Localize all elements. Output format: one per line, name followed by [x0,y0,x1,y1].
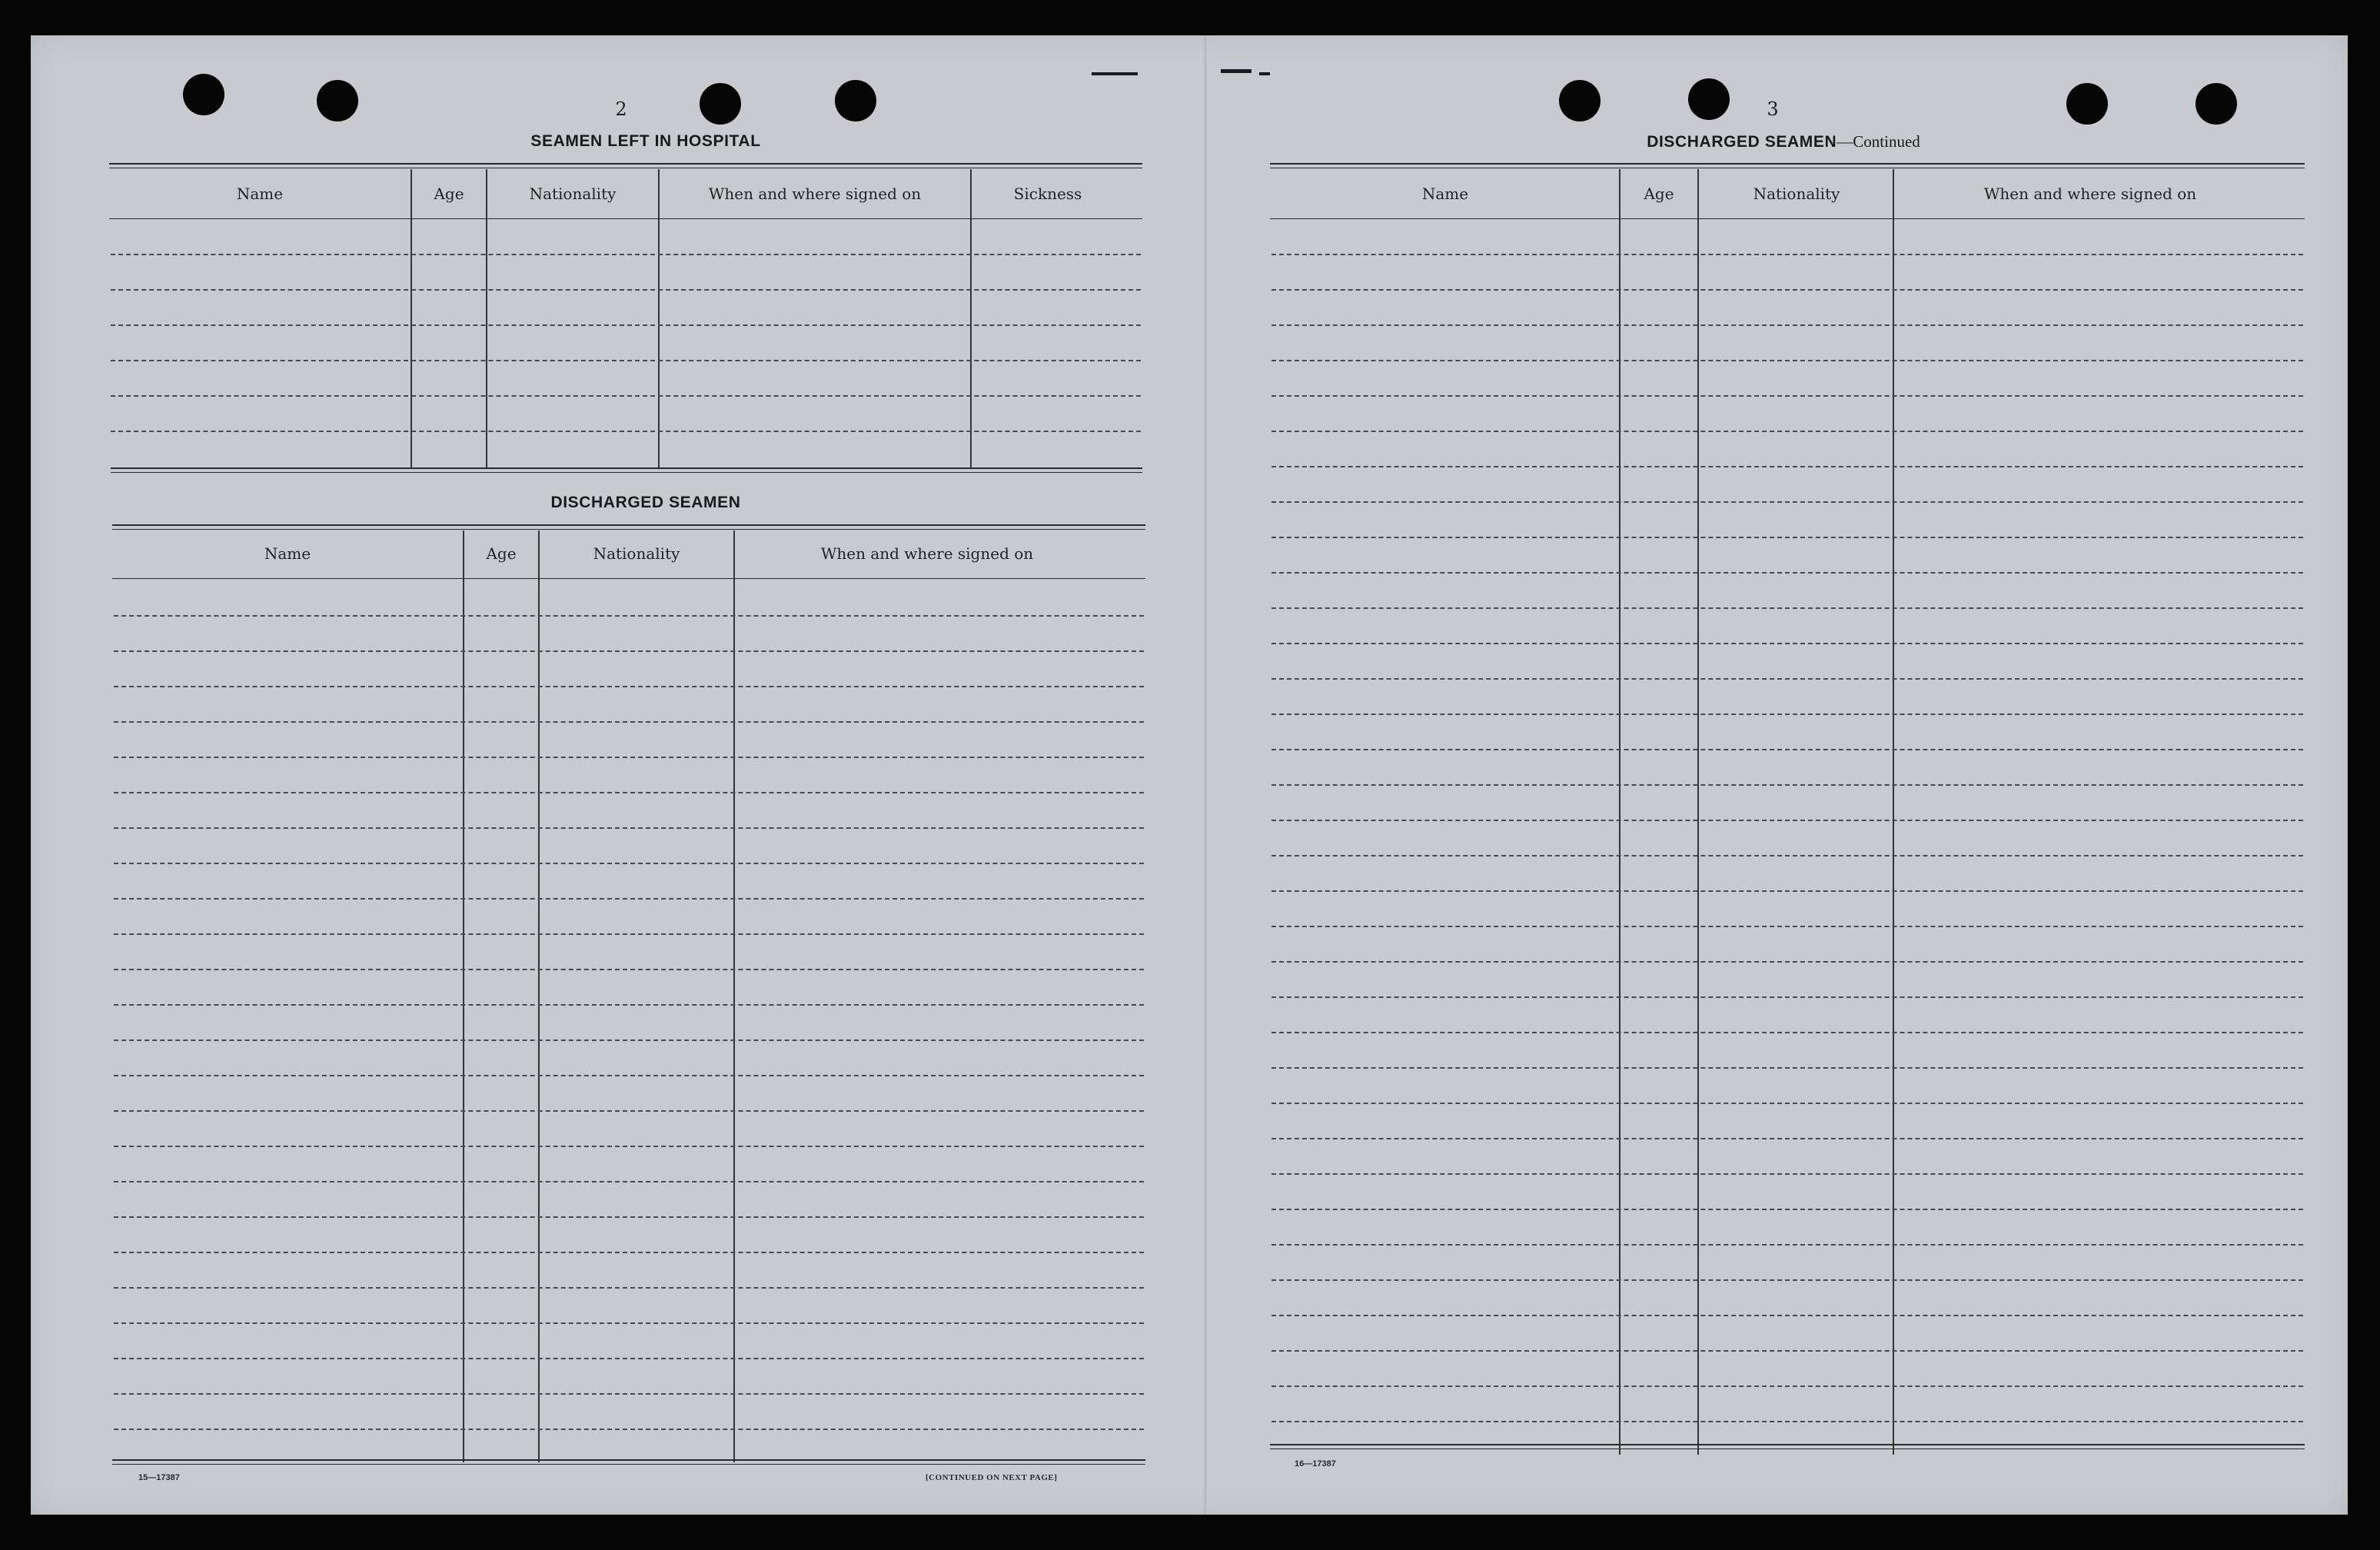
entry-line [111,395,1141,397]
entry-line [114,1393,1144,1395]
entry-line [1271,784,2303,786]
entry-line [111,289,1141,291]
entry-line [1271,926,2303,927]
header-rule [112,524,1145,526]
entry-line [1271,395,2303,397]
entry-line [114,1146,1144,1147]
entry-line [114,1075,1144,1076]
entry-line [114,1181,1144,1182]
entry-line [1271,1315,2303,1316]
entry-line [1271,537,2303,538]
entry-line [1271,289,2303,291]
entry-line [114,1110,1144,1112]
column-divider [1893,169,1894,1455]
entry-line [1271,961,2303,963]
entry-line [1271,360,2303,361]
entry-line [111,254,1141,255]
entry-line [1271,890,2303,892]
entry-line [114,863,1144,864]
entry-line [1271,1067,2303,1069]
entry-line [1271,820,2303,821]
punch-hole [700,83,741,125]
entry-line [1271,855,2303,856]
ink-mark [1259,72,1270,75]
bottom-rule [112,1464,1145,1465]
entry-line [114,1039,1144,1041]
header-rule [109,163,1142,165]
entry-line [1271,749,2303,750]
header-underline [1270,218,2305,219]
column-divider [486,169,487,469]
punch-hole [1559,80,1601,121]
entry-line [114,827,1144,829]
header-underline [112,578,1145,579]
punch-hole [317,80,358,121]
discharged-section-title: DISCHARGED SEAMEN [550,494,741,511]
column-header-when-where: When and where signed on [708,185,922,203]
column-header-name: Name [236,185,284,203]
bottom-rule [112,1459,1145,1461]
entry-line [1271,501,2303,503]
entry-line [111,431,1141,432]
entry-line [1271,572,2303,574]
entry-line [114,898,1144,900]
ink-mark [1221,69,1251,73]
column-header-when-where: When and where signed on [1983,185,2197,203]
entry-line [1271,466,2303,467]
form-code: 16—17387 [1295,1459,1336,1469]
punch-hole [2066,83,2108,125]
column-header-age: Age [1644,185,1674,203]
continued-note: [CONTINUED ON NEXT PAGE] [926,1473,1058,1482]
section-rule [111,467,1142,469]
entry-line [114,1429,1144,1430]
column-divider [970,169,972,469]
entry-line [1271,643,2303,644]
entry-line [1271,1032,2303,1033]
entry-line [1271,678,2303,680]
column-header-age: Age [486,544,517,563]
entry-line [1271,1173,2303,1175]
entry-line [1271,1385,2303,1387]
entry-line [114,650,1144,652]
entry-line [1271,1209,2303,1210]
column-divider [411,169,412,469]
entry-line [114,615,1144,617]
page-number: 2 [615,98,627,120]
entry-line [1271,713,2303,715]
entry-line [114,1252,1144,1253]
entry-line [114,721,1144,723]
column-header-name: Name [1421,185,1469,203]
column-header-nationality: Nationality [593,544,680,563]
continued-suffix: —Continued [1837,132,1920,151]
entry-line [1271,1244,2303,1246]
page-number: 3 [1767,98,1779,120]
column-divider [658,169,660,469]
column-divider [1619,169,1620,1455]
entry-line [114,792,1144,793]
hospital-section-title: SEAMEN LEFT IN HOSPITAL [530,132,761,150]
punch-hole [183,74,224,115]
entry-line [1271,1421,2303,1422]
entry-line [1271,1103,2303,1104]
page-fold [1204,35,1207,1515]
entry-line [111,360,1141,361]
column-header-nationality: Nationality [529,185,617,203]
entry-line [1271,324,2303,326]
entry-line [1271,254,2303,255]
column-divider [1697,169,1699,1455]
scanned-document [31,35,2348,1515]
entry-line [114,757,1144,758]
entry-line [114,1004,1144,1006]
discharged-continued-title [1491,132,2076,151]
ink-mark [1092,72,1138,75]
punch-hole [835,80,876,121]
punch-hole [1688,78,1730,120]
column-header-sickness: Sickness [1013,185,1082,203]
column-header-nationality: Nationality [1753,185,1840,203]
entry-line [114,933,1144,935]
entry-line [114,686,1144,687]
entry-line [114,969,1144,970]
entry-line [114,1287,1144,1289]
column-header-age: Age [434,185,464,203]
header-underline [109,218,1142,219]
entry-line [111,324,1141,326]
entry-line [114,1216,1144,1218]
entry-line [114,1322,1144,1324]
header-rule [112,529,1145,530]
entry-line [1271,1138,2303,1139]
entry-line [1271,431,2303,432]
form-code: 15—17387 [138,1473,180,1482]
punch-hole [2196,83,2237,125]
column-header-name: Name [264,544,311,563]
bottom-rule [1270,1444,2305,1445]
discharged-title-text: DISCHARGED SEAMEN [1647,133,1837,151]
section-rule [111,472,1142,473]
entry-line [1271,1279,2303,1281]
column-header-when-where: When and where signed on [820,544,1034,563]
entry-line [114,1358,1144,1359]
entry-line [1271,996,2303,998]
entry-line [1271,607,2303,609]
header-rule [1270,163,2305,165]
entry-line [1271,1350,2303,1352]
